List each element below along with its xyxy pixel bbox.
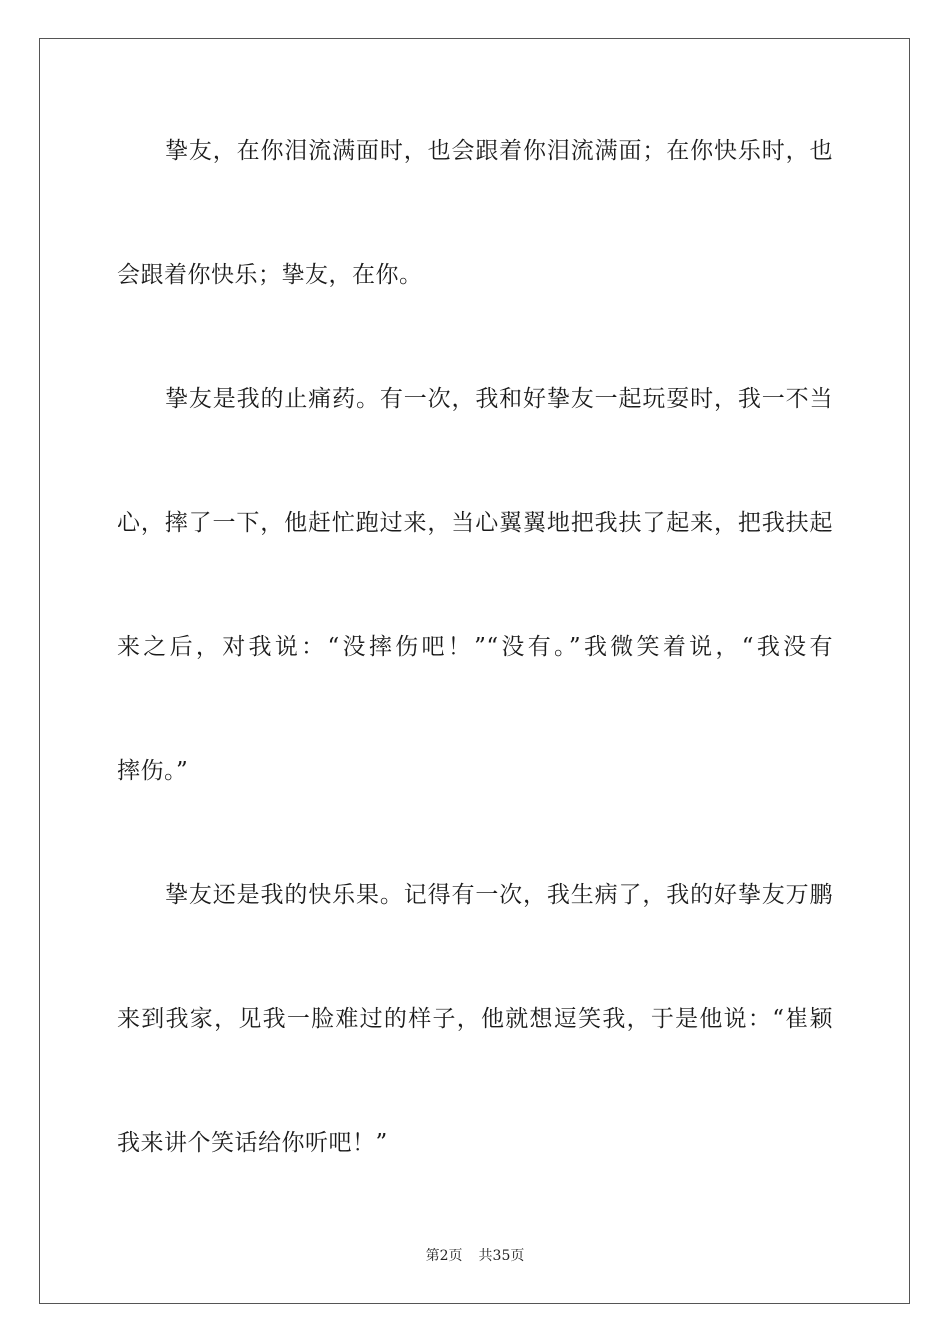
paragraph-3-line-2: 来到我家，见我一脸难过的样子，他就想逗笑我，于是他说：“崔颖 [117, 1006, 833, 1032]
paragraph-1-line-1: 挚友，在你泪流满面时，也会跟着你泪流满面；在你快乐时，也 [165, 138, 833, 164]
paragraph-1-line-2: 会跟着你快乐；挚友，在你。 [117, 262, 423, 288]
paragraph-3-line-3: 我来讲个笑话给你听吧！” [117, 1130, 388, 1156]
paragraph-2-line-1: 挚友是我的止痛药。有一次，我和好挚友一起玩耍时，我一不当 [165, 386, 833, 412]
paragraph-2-line-4: 摔伤。” [117, 758, 189, 784]
paragraph-3-line-1: 挚友还是我的快乐果。记得有一次，我生病了，我的好挚友万鹏 [165, 882, 833, 908]
page-total: 共35页 [478, 1248, 525, 1264]
paragraph-2-line-3: 来之后，对我说：“没摔伤吧！”“没有。”我微笑着说，“我没有 [117, 634, 833, 660]
page-frame [39, 38, 910, 1304]
page-number: 第2页 [425, 1248, 463, 1264]
page-footer [0, 1246, 950, 1266]
paragraph-2-line-2: 心，摔了一下，他赶忙跑过来，当心翼翼地把我扶了起来，把我扶起 [117, 510, 833, 536]
